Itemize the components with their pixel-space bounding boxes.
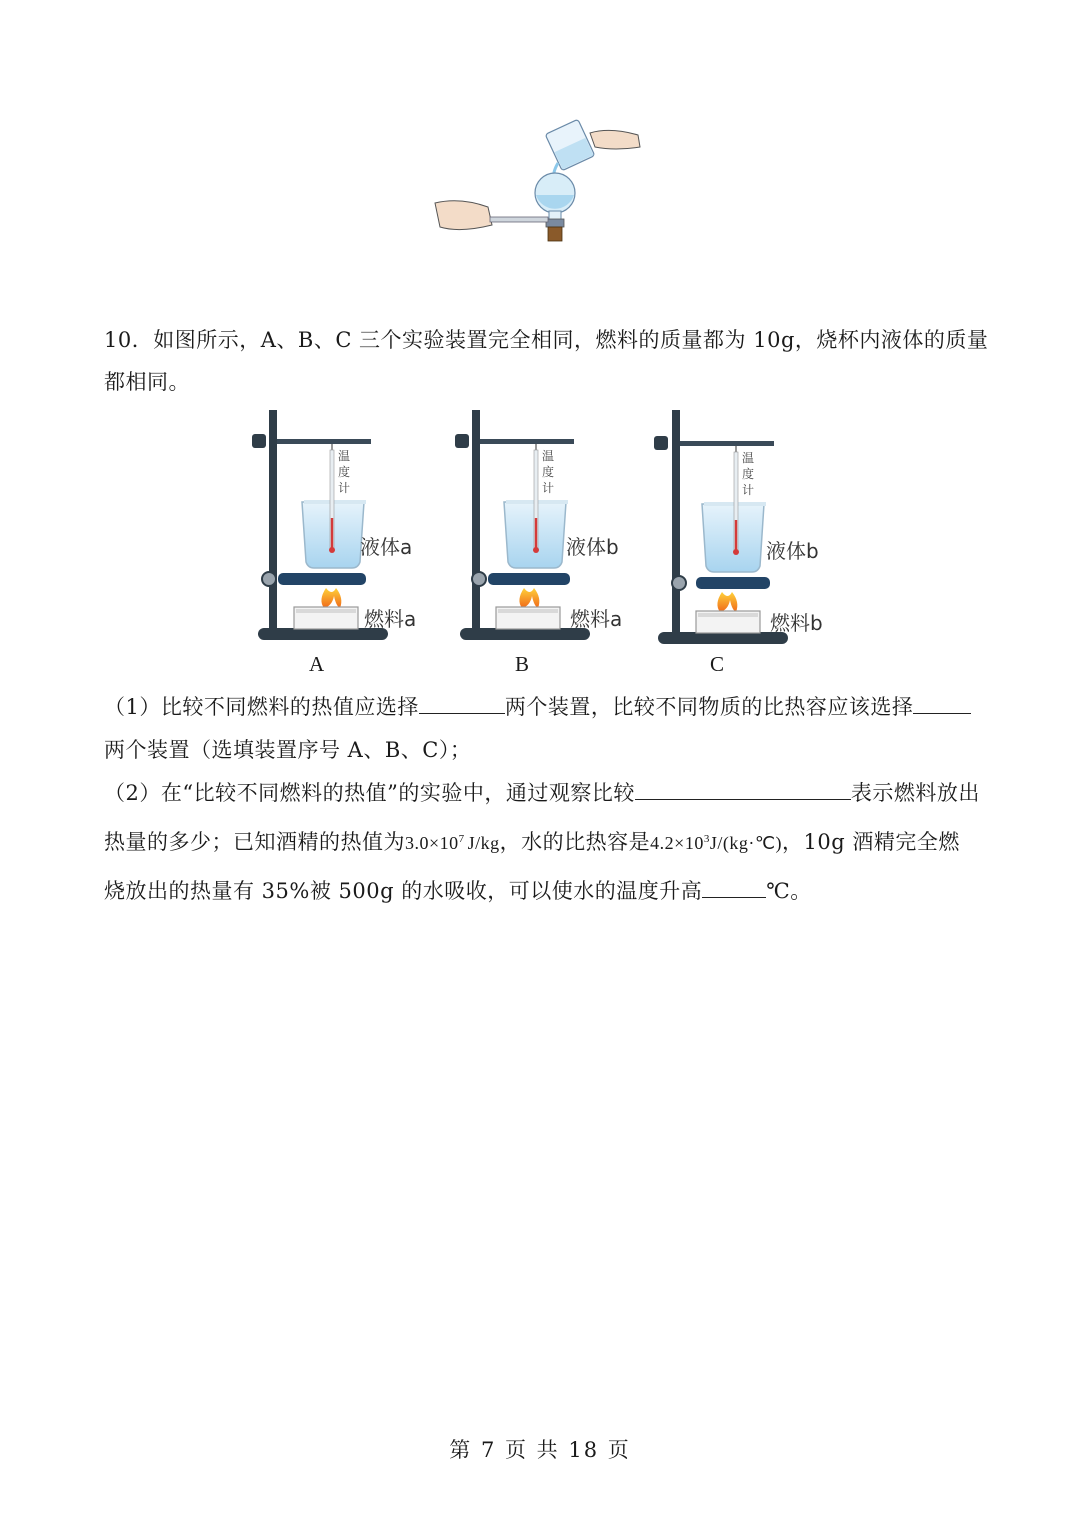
thermometer-label-c1: 温 <box>742 451 755 465</box>
apparatus-label-B: B <box>515 652 530 676</box>
part1-line2: 两个装置（选填装置序号 A、B、C）； <box>104 738 472 762</box>
thermometer-label-a1: 温 <box>338 449 351 463</box>
thermometer-label-a2: 度 <box>338 465 351 479</box>
thermometer-label-c2: 度 <box>742 467 755 481</box>
fuel-label-A: 燃料a <box>364 607 417 631</box>
apparatus-label-C: C <box>710 652 725 676</box>
part2-line2 <box>104 826 960 856</box>
part2-text-e: ，10g 酒精完全燃 <box>782 830 960 854</box>
thermometer-label-b3: 计 <box>542 481 555 495</box>
specific-heat-formula: $4.2\times 10^3J/(kg\cdot℃)$ <box>650 833 783 853</box>
thermometer-label-b2: 度 <box>542 465 555 479</box>
part2-text-f: 烧放出的热量有 35%被 500g 的水吸收，可以使水的温度升高 <box>104 879 703 903</box>
part2-text-a: （2）在“比较不同燃料的热值”的实验中，通过观察比较 <box>104 781 635 805</box>
thermometer-label-c3: 计 <box>742 483 755 497</box>
thermometer-label-b1: 温 <box>542 449 555 463</box>
part1-text-a: （1）比较不同燃料的热值应选择 <box>104 695 419 719</box>
liquid-label-A: 液体a <box>360 535 413 559</box>
fuel-label-B: 燃料a <box>570 607 623 631</box>
question-10-stem-line1: 10．如图所示，A、B、C 三个实验装置完全相同，燃料的质量都为 10g，烧杯内液体的质量 <box>104 328 989 352</box>
apparatus-label-A: A <box>309 652 325 676</box>
flask-pouring-illustration <box>430 115 650 255</box>
apparatus-diagram <box>240 400 840 680</box>
part2-text-b: 表示燃料放出 <box>850 781 980 805</box>
part2-text-d: ，水的比热容是 <box>499 830 651 854</box>
answer-blank-3[interactable] <box>635 779 851 800</box>
apparatus-C <box>654 410 788 644</box>
answer-blank-4[interactable] <box>702 877 766 898</box>
answer-blank-1[interactable] <box>419 693 505 714</box>
fuel-label-C: 燃料b <box>770 611 823 635</box>
part1-text-b: 两个装置，比较不同物质的比热容应该选择 <box>504 695 914 719</box>
answer-blank-2[interactable] <box>913 693 971 714</box>
liquid-label-B: 液体b <box>566 535 619 559</box>
liquid-label-C: 液体b <box>766 539 819 563</box>
part2-line1 <box>104 777 980 807</box>
part1-line1 <box>104 691 971 721</box>
part2-text-g: ℃。 <box>766 879 812 903</box>
heat-value-formula: $3.0\times 10^7$ J/kg <box>405 833 500 853</box>
thermometer-label-a3: 计 <box>338 481 351 495</box>
page-number: 第 7 页 共 18 页 <box>449 1438 631 1462</box>
part2-text-c: 热量的多少；已知酒精的热值为 <box>104 830 405 854</box>
part2-line3 <box>104 875 812 905</box>
question-10-stem-line2: 都相同。 <box>104 370 190 394</box>
